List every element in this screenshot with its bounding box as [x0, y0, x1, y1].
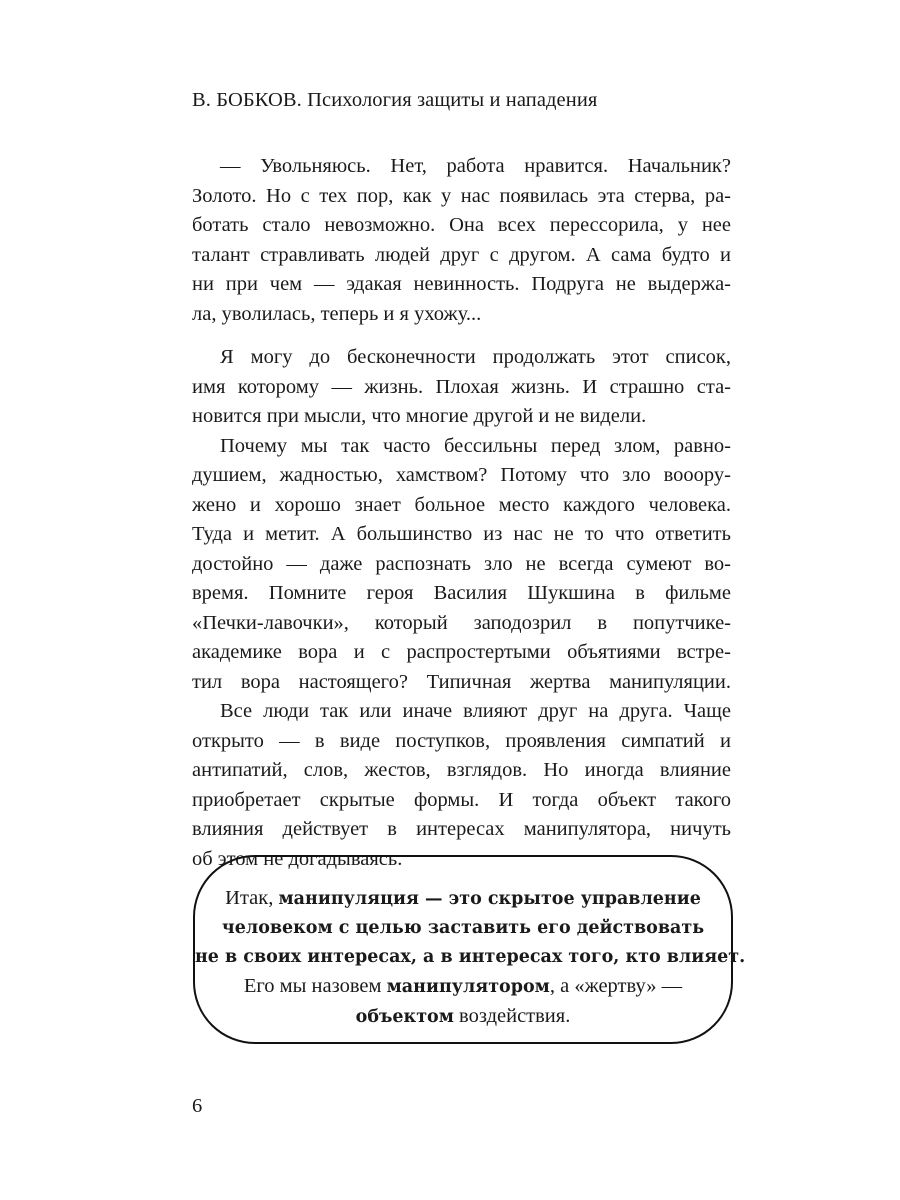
text-line: приобретает скрытые формы. И тогда объект такого: [192, 788, 731, 811]
callout-line: не в своих интересах, а в интересах того, кто влияет.: [195, 947, 746, 967]
text-line: жено и хорошо знает больное место каждого человека.: [192, 493, 731, 516]
text-line: новится при мысли, что многие другой и не видели.: [192, 405, 647, 427]
text-line: душием, жадностью, хамством? Потому что зло вооору-: [192, 464, 731, 486]
text-line: Все люди так или иначе влияют друг на друга. Чаще: [220, 700, 731, 722]
text-line: Почему мы так часто бессильны перед злом, равно-: [220, 434, 731, 457]
text-line: достойно — даже распознать зло не всегда сумеют во-: [192, 552, 731, 575]
text-line: ботать стало невозможно. Она всех перессорила, у нее: [192, 214, 731, 236]
main-paragraphs: [192, 343, 731, 874]
text-line: влияния действует в интересах манипулятора, ничуть: [192, 818, 731, 840]
text-line: об этом не догадываясь.: [192, 847, 403, 870]
running-head: В. БОБКОВ. Психология защиты и нападения: [192, 89, 598, 111]
page-number: 6: [192, 1095, 203, 1117]
callout-line: человеком с целью заставить его действовать: [221, 918, 705, 938]
text-line: открыто — в виде поступков, проявления симпатий и: [192, 729, 731, 752]
text-line: Золото. Но с тех пор, как у нас появилась эта стерва, ра-: [192, 184, 731, 207]
definition-callout-box: [193, 855, 746, 1044]
text-line: Туда и метит. А большинство из нас не то что ответить: [192, 523, 731, 545]
text-line: антипатий, слов, жестов, взглядов. Но иногда влияние: [192, 759, 731, 781]
text-line: время. Помните героя Василия Шукшина в фильме: [192, 582, 731, 604]
text-line: «Печки-лавочки», который заподозрил в попутчике-: [192, 611, 731, 634]
text-line: тил вора настоящего? Типичная жертва манипуляции.: [192, 670, 731, 693]
dialogue-paragraph: [192, 152, 731, 329]
callout-line: Итак, манипуляция — это скрытое управление: [225, 887, 701, 909]
text-line: Я могу до бесконечности продолжать этот список,: [220, 346, 731, 368]
text-line: — Увольняюсь. Нет, работа нравится. Начальник?: [220, 155, 731, 177]
text-line: академике вора и с распростертыми объятиями встре-: [192, 641, 731, 663]
text-line: имя которому — жизнь. Плохая жизнь. И страшно ста-: [192, 375, 731, 398]
text-line: ла, уволилась, теперь и я ухожу...: [192, 302, 482, 325]
text-line: ни при чем — эдакая невинность. Подруга не выдержа-: [192, 273, 731, 295]
callout-line: объектом воздействия.: [355, 1005, 571, 1027]
callout-line: Его мы назовем манипулятором, а «жертву» —: [243, 975, 683, 997]
text-line: талант стравливать людей друг с другом. А сама будто и: [192, 243, 731, 266]
definition-text: [195, 884, 746, 1032]
